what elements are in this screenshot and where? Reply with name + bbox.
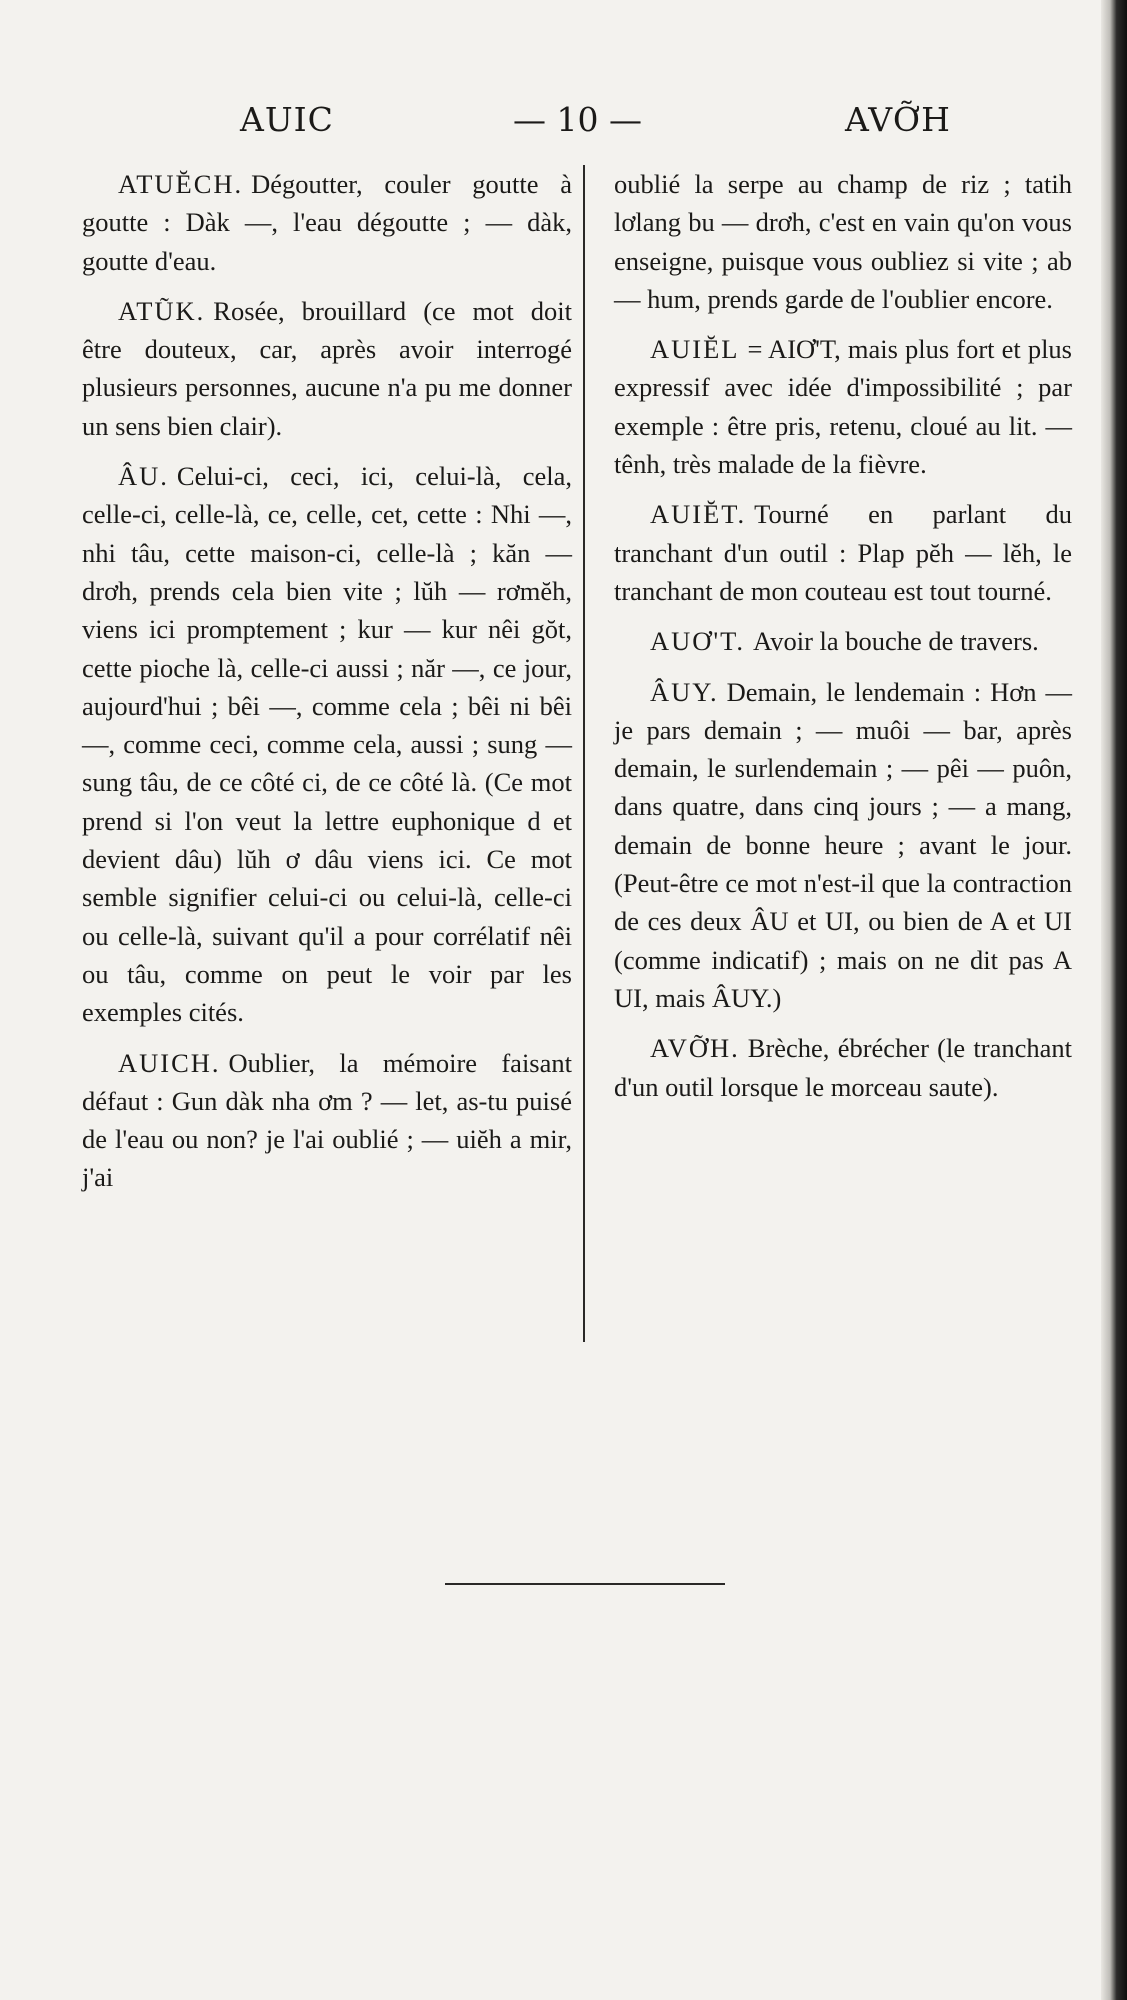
entry-headword: ATUĔCH. bbox=[118, 169, 244, 199]
dictionary-entry bbox=[82, 1044, 572, 1197]
entry-headword: ÂUY. bbox=[650, 676, 719, 707]
entry-definition: Demain, le lendemain : Hơn — je pars demain ; — muôi — bar, après demain, le surlendemain ; — pêi — puôn, dans quatre, dans cinq jours ; — a mang, demain de bonne heure ; avant le jour. (Peut-être ce mot n'est-il que la contraction de ces deux ÂU et UI, ou bien de A et UI (comme indicatif) ; mais on ne dit pas A UI, mais ÂUY.) bbox=[614, 676, 1072, 1013]
entry-definition: oublié la serpe au champ de riz ; tatih lơlang bu — drơh, c'est en vain qu'on vous enseigne, puisque vous oubliez si vite ; ab — hum, prends garde de l'oublier encore. bbox=[614, 169, 1072, 314]
column-divider bbox=[583, 165, 585, 1342]
entry-definition: Brèche, ébrécher (le tranchant d'un outil lorsque le morceau saute). bbox=[614, 1033, 1072, 1102]
entry-definition: = AIƠ'T, mais plus fort et plus expressif avec idée d'impossibilité ; par exemple : être pris, retenu, cloué au lit. — tênh, très malade de la fièvre. bbox=[614, 334, 1072, 480]
entry-headword: AUƠ'T. bbox=[650, 626, 746, 657]
entry-headword: AUIĔL bbox=[650, 334, 740, 365]
entry-headword: ATŨK. bbox=[118, 295, 206, 326]
dictionary-entry bbox=[614, 673, 1072, 1018]
dictionary-entry-continuation bbox=[614, 165, 1072, 318]
dictionary-entry bbox=[614, 495, 1072, 610]
dictionary-entry bbox=[82, 292, 572, 445]
entry-definition: Oublier, la mémoire faisant défaut : Gun dàk nha ơm ? — let, as-tu puisé de l'eau ou non? je l'ai oublié ; — uiĕh a mir, j'ai bbox=[82, 1047, 572, 1193]
header-left-guideword: AUIC bbox=[240, 100, 334, 139]
dictionary-entry bbox=[614, 1029, 1072, 1106]
dictionary-entry bbox=[82, 165, 572, 280]
dictionary-entry bbox=[614, 330, 1072, 483]
entry-definition: Dégoutter, couler goutte à goutte : Dàk —, l'eau dégoutte ; — dàk, goutte d'eau. bbox=[82, 169, 572, 276]
entry-definition: Avoir la bouche de travers. bbox=[753, 626, 1039, 657]
dictionary-entry bbox=[82, 457, 572, 1031]
dictionary-entry bbox=[614, 622, 1072, 660]
end-of-page-rule bbox=[445, 1583, 725, 1585]
header-right-guideword: AVỠH bbox=[845, 100, 951, 139]
left-column bbox=[82, 165, 572, 1209]
entry-headword: AUICH. bbox=[118, 1047, 221, 1078]
running-header bbox=[80, 100, 1070, 160]
entry-headword: AUIĔT. bbox=[650, 499, 747, 530]
right-column bbox=[614, 165, 1072, 1118]
entry-headword: ÂU. bbox=[118, 461, 169, 492]
page-number: — 10 — bbox=[513, 100, 642, 139]
entry-definition: Celui-ci, ceci, ici, celui-là, cela, celle-ci, celle-là, ce, celle, cet, cette : Nhi —, nhi tâu, cette maison-ci, celle-là ; kăn — drơh, prends cela bien vite ; lŭh — rơmĕh, viens ici promptement ; kur — kur nêi gŏt, cette pioche là, celle-ci aussi ; năr —, ce jour, aujourd'hui ; bêi —, comme cela ; bêi ni bêi —, comme ceci, comme cela, aussi ; sung — sung tâu, de ce côté ci, de ce côté là. (Ce mot prend si l'on veut la lettre euphonique d et devient dâu) lŭh ơ dâu viens ici. Ce mot semble signifier celui-ci ou celui-là, celle-ci ou celle-là, suivant qu'il a pour corrélatif nêi ou tâu, comme on peut le voir par les exemples cités. bbox=[82, 461, 572, 1028]
entry-definition: Rosée, brouillard (ce mot doit être douteux, car, après avoir interrogé plusieurs personnes, aucune n'a pu me donner un sens bien clair). bbox=[82, 295, 572, 441]
entry-definition: Tourné en parlant du tranchant d'un outil : Plap pĕh — lĕh, le tranchant de mon couteau est tout tourné. bbox=[614, 499, 1072, 606]
entry-headword: AVỠH. bbox=[650, 1033, 740, 1064]
book-spine-shadow bbox=[1101, 0, 1127, 2000]
